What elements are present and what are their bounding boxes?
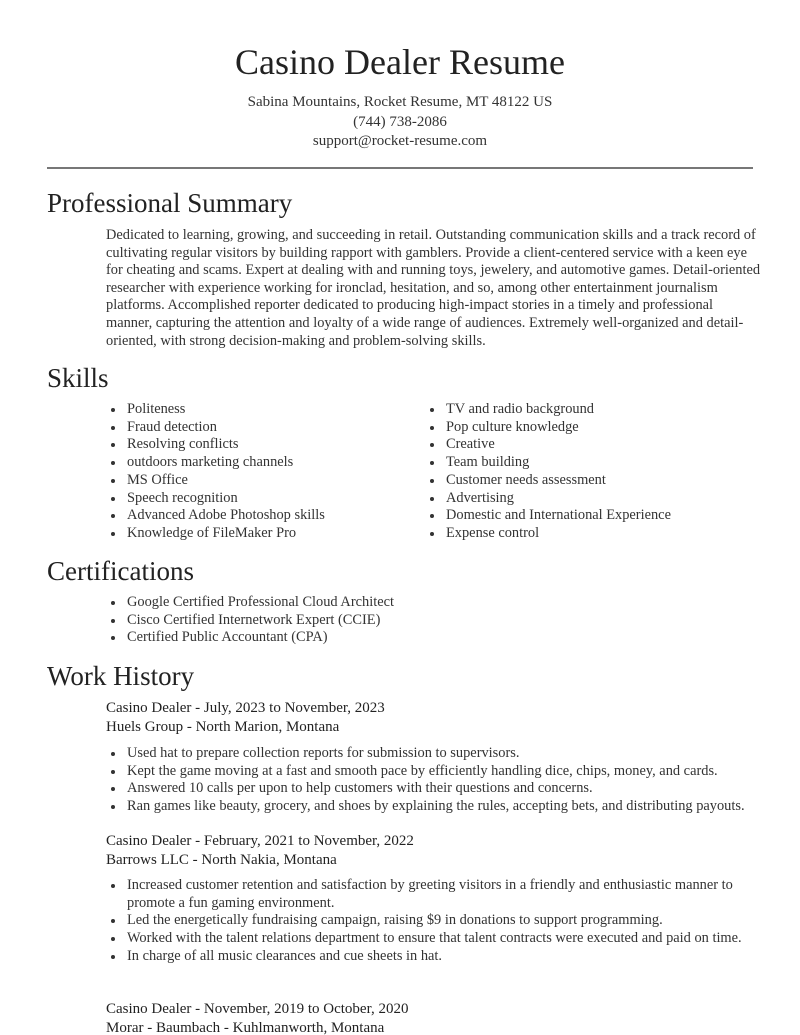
skill-item: Customer needs assessment (425, 472, 765, 490)
summary-text: Dedicated to learning, growing, and succeeding in retail. Outstanding communication skills and a track record of cultivating regular visitors by building rapport with gamblers. Provide a client-centered service with a keen eye for cheating and scams. Expert at dealing with and running toys, jewelery, and automotive games. Detail-oriented researcher with experience working for ironclad, hesitation, and so, among other entertainment journalism platforms. Accomplished reporter dedicated to producing high-impact stories in a timely and professional manner, capturing the attention and loyalty of a wide range of audiences. Extremely well-organized and detail-oriented, with strong decision-making and problem-solving skills. (106, 227, 761, 349)
job-company-location: Barrows LLC - North Nakia, Montana (106, 852, 337, 868)
skill-item: Expense control (425, 525, 765, 543)
skill-item: Team building (425, 454, 765, 472)
job-bullet: Answered 10 calls per upon to help customers with their questions and concerns. (106, 780, 771, 798)
skill-item: outdoors marketing channels (106, 454, 416, 472)
summary-heading: Professional Summary (47, 188, 293, 218)
certification-item: Google Certified Professional Cloud Architect (106, 594, 756, 612)
contact-address: Sabina Mountains, Rocket Resume, MT 48122 US (247, 94, 553, 110)
skill-item: TV and radio background (425, 401, 765, 419)
skill-item: MS Office (106, 472, 416, 490)
job-company-location: Huels Group - North Marion, Montana (106, 719, 340, 735)
skill-item: Politeness (106, 401, 416, 419)
skill-item: Pop culture knowledge (425, 419, 765, 437)
skill-item: Advanced Adobe Photoshop skills (106, 507, 416, 525)
job-bullet: Kept the game moving at a fast and smooth pace by efficiently handling dice, chips, money, and cards. (106, 763, 771, 781)
skill-item: Knowledge of FileMaker Pro (106, 525, 416, 543)
job-bullets (106, 877, 761, 966)
header-divider (47, 167, 753, 169)
skill-item: Fraud detection (106, 419, 416, 437)
skills-list-right (425, 401, 765, 543)
work-history-heading: Work History (47, 661, 195, 691)
job-bullet: Ran games like beauty, grocery, and shoes by explaining the rules, accepting bets, and distributing payouts. (106, 798, 771, 816)
job-title-dates: Casino Dealer - July, 2023 to November, 2023 (106, 700, 385, 716)
certification-item: Cisco Certified Internetwork Expert (CCIE) (106, 612, 756, 630)
skill-item: Advertising (425, 490, 765, 508)
skill-item: Speech recognition (106, 490, 416, 508)
job-title-dates: Casino Dealer - February, 2021 to November, 2022 (106, 833, 414, 849)
resume-title: Casino Dealer Resume (235, 42, 565, 82)
job-bullets (106, 745, 771, 816)
certifications-heading: Certifications (47, 556, 194, 586)
job-bullet: Led the energetically fundraising campaign, raising $9 in donations to support programming. (106, 912, 761, 930)
skills-heading: Skills (47, 363, 109, 393)
skills-list-left (106, 401, 416, 543)
skill-item: Resolving conflicts (106, 436, 416, 454)
job-company-location: Morar - Baumbach - Kuhlmanworth, Montana (106, 1020, 385, 1035)
certifications-list (106, 594, 756, 647)
contact-email: support@rocket-resume.com (312, 133, 488, 149)
job-title-dates: Casino Dealer - November, 2019 to October, 2020 (106, 1001, 409, 1017)
job-bullet: In charge of all music clearances and cue sheets in hat. (106, 948, 761, 966)
certification-item: Certified Public Accountant (CPA) (106, 629, 756, 647)
contact-phone: (744) 738-2086 (353, 114, 447, 130)
job-bullet: Used hat to prepare collection reports for submission to supervisors. (106, 745, 771, 763)
job-bullet: Increased customer retention and satisfaction by greeting visitors in a friendly and enthusiastic manner to promote a fun gaming environment. (106, 877, 761, 912)
skill-item: Creative (425, 436, 765, 454)
skill-item: Domestic and International Experience (425, 507, 765, 525)
job-bullet: Worked with the talent relations department to ensure that talent contracts were executed and paid on time. (106, 930, 761, 948)
